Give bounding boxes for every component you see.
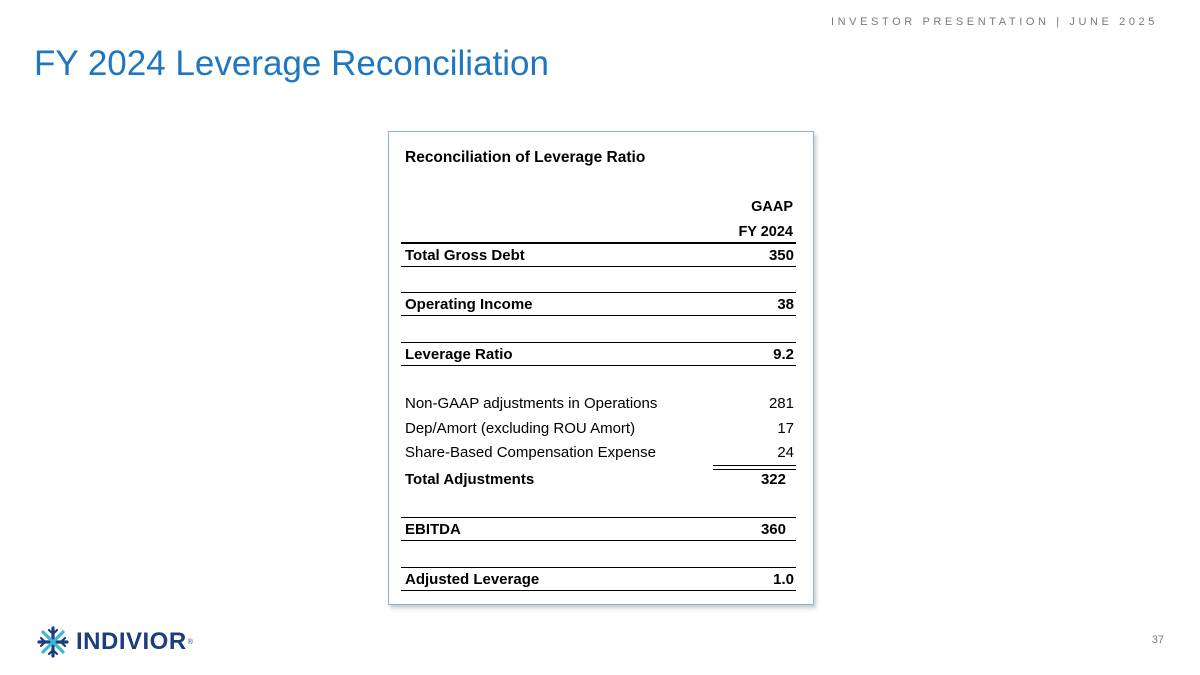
table-row-total-gross-debt [401,243,796,267]
row-label: Share-Based Compensation Expense [405,444,656,461]
table-row-dep-amort [401,417,796,441]
column-header-fy2024: FY 2024 [738,224,793,240]
page-number: 37 [1151,634,1164,646]
row-label: Total Adjustments [405,471,535,488]
row-value: 9.2 [773,346,794,363]
table-row-adjusted-leverage [401,567,796,591]
table-title: Reconciliation of Leverage Ratio [405,149,646,166]
row-label: Adjusted Leverage [405,571,540,588]
column-header-gaap: GAAP [751,199,793,215]
row-value: 38 [777,296,794,313]
row-value: 360 [760,521,786,538]
logo-text: INDIVIOR [76,628,187,655]
logo-registered-mark: ® [187,638,193,646]
table-row-share-based-comp [401,441,796,465]
row-label: Total Gross Debt [405,247,525,264]
row-label: Dep/Amort (excluding ROU Amort) [405,420,636,437]
row-value: 281 [768,395,794,412]
snowflake-logo-icon [36,625,70,659]
row-value: 24 [777,444,794,461]
table-row-operating-income [401,292,796,316]
table-row-leverage-ratio [401,342,796,366]
row-label: Leverage Ratio [405,346,513,363]
row-label: Non-GAAP adjustments in Operations [405,395,658,412]
row-value: 1.0 [773,571,794,588]
row-value: 322 [760,471,786,488]
reconciliation-table [388,131,814,605]
indivior-logo [36,622,193,662]
row-value: 17 [777,420,794,437]
row-value: 350 [768,247,794,264]
table-row-ebitda [401,517,796,541]
presentation-header-tag: INVESTOR PRESENTATION | JUNE 2025 [830,16,1158,28]
row-label: EBITDA [405,521,461,538]
row-label: Operating Income [405,296,533,313]
table-row-total-adjustments [401,468,796,492]
page-title: FY 2024 Leverage Reconciliation [34,44,549,83]
table-row-non-gaap-adjustments [401,392,796,416]
